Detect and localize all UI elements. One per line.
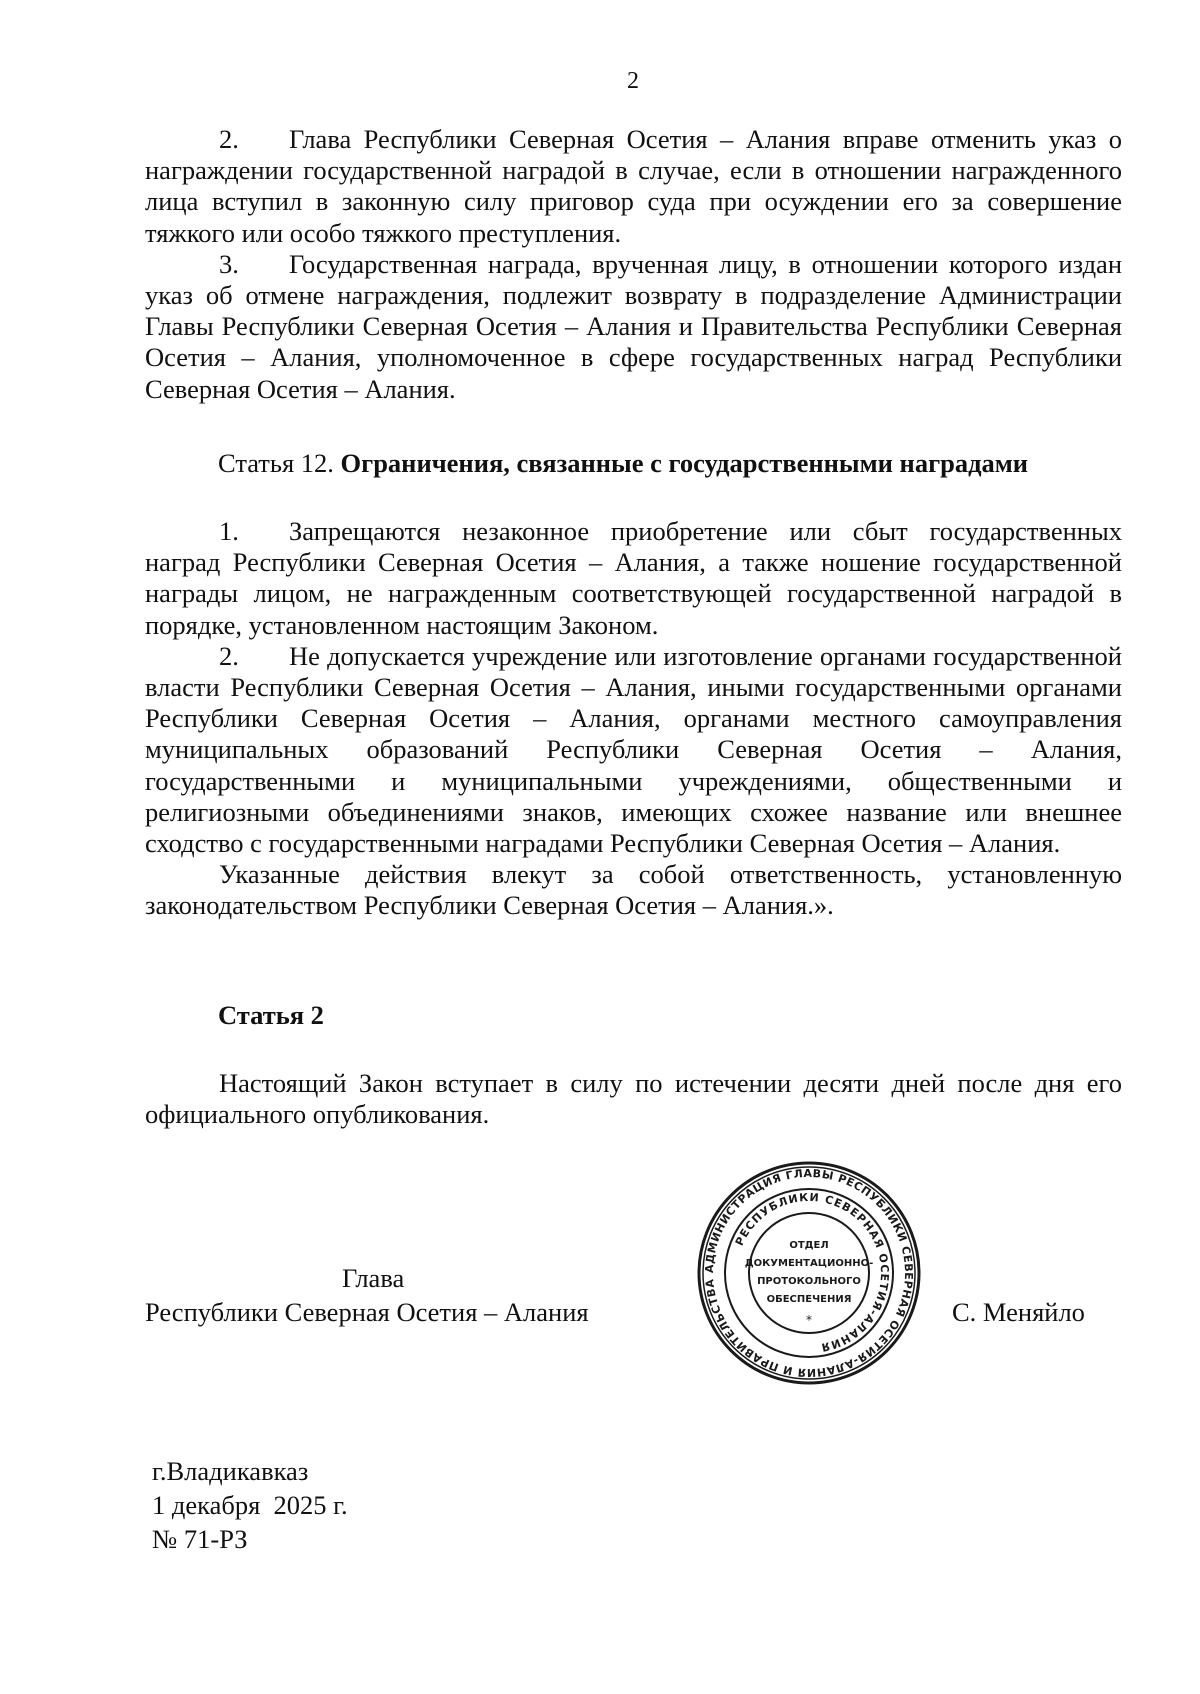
paragraph [145,1068,1122,1130]
footer-date: 1 декабря 2025 г. [152,1490,348,1520]
paragraph-number: 3. [219,248,239,279]
paragraph-text: Указанные действия влекут за собой ответственность, установленную законодательством Республики Северная Осетия – Алания.». [145,859,1122,921]
paragraph [145,249,1122,405]
paragraph-number: 1. [219,516,239,546]
seal-graphic [696,1160,922,1386]
paragraph [145,124,1122,249]
section-1-paragraphs [145,124,1122,405]
seal-center-line: ДОКУМЕНТАЦИОННО- [744,1258,874,1269]
paragraph-number: 2. [219,640,239,671]
signature-role-line-2: Республики Северная Осетия – Алания [145,1297,589,1327]
paragraph [145,516,1122,641]
official-seal-stamp [696,1160,922,1386]
paragraph-text: Государственная награда, врученная лицу, в отношении которого издан указ об отмене награждения, подлежит возврату в подразделение Администрации Главы Республики Северная Осетия – Алания и Правительства Республики Северная Осетия – Алания, уполномоченное в сфере государственных наград Республики Северная Осетия – Алания. [145,248,1122,404]
seal-outer-text: АДМИНИСТРАЦИЯ ГЛАВЫ РЕСПУБЛИКИ СЕВЕРНАЯ ОСЕТИЯ-АЛАНИЯ И ПРАВИТЕЛЬСТВА [702,1166,916,1380]
paragraph-text: Запрещаются незаконное приобретение или сбыт государственных наград Республики Северная Осетия – Алания, а также ношение государственной награды лицом, не награжденным соответствующей государственной наградой в порядке, установленном настоящим Законом. [145,516,1122,640]
paragraph [145,641,1122,859]
paragraph-text: Глава Республики Северная Осетия – Алания вправе отменить указ о награждении государственной наградой в случае, если в отношении награжденного лица вступил в законную силу приговор суда при осуждении его за совершение тяжкого или особо тяжкого преступления. [145,124,1122,248]
seal-center-line: ОТДЕЛ [789,1240,829,1251]
article-12-paragraphs [145,516,1122,922]
paragraph-text: Настоящий Закон вступает в силу по истечении десяти дней после дня его официального опубликования. [145,1068,1122,1130]
paragraph [145,859,1122,921]
paragraph-number: 2. [219,124,239,154]
seal-middle-ring [725,1189,893,1357]
signatory-name: С. Меняйло [952,1297,1085,1327]
footer-place: г.Владикавказ [152,1456,309,1486]
article-12-prefix: Статья 12. [218,448,341,478]
article-12-heading [218,448,1028,479]
article-2-body [145,1068,1122,1130]
article-12-title: Ограничения, связанные с государственными наградами [340,448,1029,478]
seal-center-line: ПРОТОКОЛЬНОГО [757,1276,861,1287]
page-number: 2 [627,68,639,94]
signature-role-line-1: Глава [342,1263,405,1293]
article-2-heading: Статья 2 [218,1000,324,1030]
footer-law-number: № 71-РЗ [152,1524,248,1554]
seal-center-line: ОБЕСПЕЧЕНИЯ [766,1294,852,1305]
seal-inner-text: РЕСПУБЛИКИ СЕВЕРНАЯ ОСЕТИЯ-АЛАНИЯ [732,1190,892,1355]
seal-star-icon: * [806,1313,812,1327]
paragraph-text: Не допускается учреждение или изготовление органами государственной власти Республики Северная Осетия – Алания, иными государственными органами Республики Северная Осетия – Алания, органами местного самоуправления муниципальных образований Республики Северная Осетия – Алания, государственными и муниципальными учреждениями, общественными и религиозными объединениями знаков, имеющих схожее название или внешнее сходство с государственными наградами Республики Северная Осетия – Алания. [145,640,1122,859]
